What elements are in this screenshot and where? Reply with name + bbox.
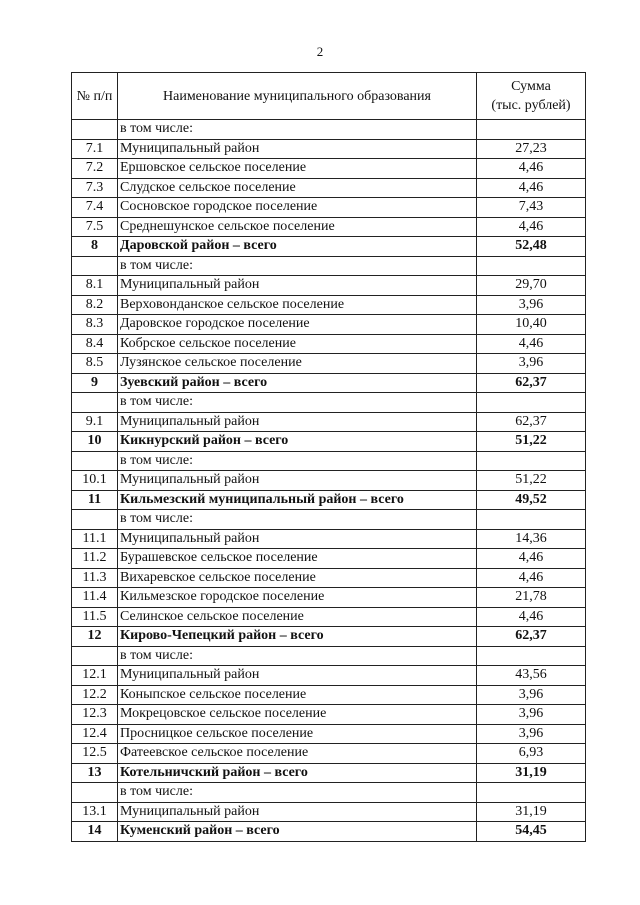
row-name: Ершовское сельское поселение — [118, 159, 477, 179]
row-name: Муниципальный район — [118, 471, 477, 491]
row-name: в том числе: — [118, 256, 477, 276]
row-number: 11.4 — [72, 588, 118, 608]
row-sum: 31,19 — [477, 802, 586, 822]
row-number: 12.1 — [72, 666, 118, 686]
table-header-row — [72, 73, 586, 120]
table-row — [72, 802, 586, 822]
table-row — [72, 139, 586, 159]
header-name: Наименование муниципального образования — [118, 73, 477, 120]
row-number — [72, 451, 118, 471]
row-number: 8.4 — [72, 334, 118, 354]
row-number: 7.2 — [72, 159, 118, 179]
header-sum-unit: (тыс. рублей) — [491, 98, 571, 113]
table-row — [72, 120, 586, 140]
row-number: 8.5 — [72, 354, 118, 374]
header-sum — [477, 73, 586, 120]
table-row — [72, 354, 586, 374]
row-number: 8.2 — [72, 295, 118, 315]
page-number: 2 — [316, 44, 324, 59]
row-name: Кирово-Чепецкий район – всего — [118, 627, 477, 647]
table-row-total — [72, 237, 586, 257]
row-name: Даровской район – всего — [118, 237, 477, 257]
table-row — [72, 666, 586, 686]
row-name: Муниципальный район — [118, 529, 477, 549]
row-name: Куменский район – всего — [118, 822, 477, 842]
row-name: Муниципальный район — [118, 276, 477, 296]
row-sum — [477, 256, 586, 276]
row-name: Сосновское городское поселение — [118, 198, 477, 218]
row-number: 9.1 — [72, 412, 118, 432]
row-sum — [477, 120, 586, 140]
row-sum: 4,46 — [477, 217, 586, 237]
table-row — [72, 588, 586, 608]
row-sum: 27,23 — [477, 139, 586, 159]
row-number: 11.1 — [72, 529, 118, 549]
row-name: Верховонданское сельское поселение — [118, 295, 477, 315]
table-row — [72, 159, 586, 179]
row-number: 11.3 — [72, 568, 118, 588]
row-number: 8.3 — [72, 315, 118, 335]
row-number: 12 — [72, 627, 118, 647]
table-row — [72, 529, 586, 549]
row-number: 10.1 — [72, 471, 118, 491]
row-sum: 43,56 — [477, 666, 586, 686]
row-name: в том числе: — [118, 120, 477, 140]
row-sum: 52,48 — [477, 237, 586, 257]
row-number: 11 — [72, 490, 118, 510]
table-row — [72, 217, 586, 237]
table-row — [72, 568, 586, 588]
row-sum — [477, 646, 586, 666]
row-number: 13.1 — [72, 802, 118, 822]
row-number: 12.5 — [72, 744, 118, 764]
row-sum: 3,96 — [477, 705, 586, 725]
table-row — [72, 256, 586, 276]
row-name: в том числе: — [118, 451, 477, 471]
row-name: Муниципальный район — [118, 412, 477, 432]
table-row — [72, 744, 586, 764]
table-row — [72, 724, 586, 744]
table-body — [72, 120, 586, 842]
row-sum: 7,43 — [477, 198, 586, 218]
table-row — [72, 276, 586, 296]
row-number: 7.1 — [72, 139, 118, 159]
row-number — [72, 393, 118, 413]
row-number: 8.1 — [72, 276, 118, 296]
allocation-table — [71, 72, 586, 842]
table-row — [72, 451, 586, 471]
row-sum: 31,19 — [477, 763, 586, 783]
table-row — [72, 178, 586, 198]
row-number: 11.2 — [72, 549, 118, 569]
row-name: Лузянское сельское поселение — [118, 354, 477, 374]
row-name: в том числе: — [118, 783, 477, 803]
row-number — [72, 120, 118, 140]
row-sum: 4,46 — [477, 178, 586, 198]
row-name: Кильмезское городское поселение — [118, 588, 477, 608]
row-sum — [477, 510, 586, 530]
row-number — [72, 256, 118, 276]
row-number — [72, 783, 118, 803]
table-row-total — [72, 627, 586, 647]
table-row — [72, 510, 586, 530]
table-row — [72, 549, 586, 569]
row-name: Муниципальный район — [118, 139, 477, 159]
row-name: Муниципальный район — [118, 802, 477, 822]
row-number: 7.4 — [72, 198, 118, 218]
table-row-total — [72, 822, 586, 842]
row-name: Зуевский район – всего — [118, 373, 477, 393]
row-name: Слудское сельское поселение — [118, 178, 477, 198]
table-row-total — [72, 490, 586, 510]
row-sum: 21,78 — [477, 588, 586, 608]
row-sum: 4,46 — [477, 549, 586, 569]
row-sum: 4,46 — [477, 607, 586, 627]
row-sum: 29,70 — [477, 276, 586, 296]
row-number: 14 — [72, 822, 118, 842]
row-name: Вихаревское сельское поселение — [118, 568, 477, 588]
row-sum — [477, 393, 586, 413]
table-row — [72, 646, 586, 666]
row-name: Кильмезский муниципальный район – всего — [118, 490, 477, 510]
row-number: 7.5 — [72, 217, 118, 237]
row-name: Селинское сельское поселение — [118, 607, 477, 627]
row-sum: 3,96 — [477, 354, 586, 374]
row-sum: 51,22 — [477, 432, 586, 452]
row-name: Просницкое сельское поселение — [118, 724, 477, 744]
row-name: Фатеевское сельское поселение — [118, 744, 477, 764]
table-row-total — [72, 432, 586, 452]
row-sum: 49,52 — [477, 490, 586, 510]
row-name: Кобрское сельское поселение — [118, 334, 477, 354]
row-sum: 54,45 — [477, 822, 586, 842]
table-row — [72, 295, 586, 315]
table-row — [72, 412, 586, 432]
row-name: Коныпское сельское поселение — [118, 685, 477, 705]
table-row-total — [72, 373, 586, 393]
table-row — [72, 685, 586, 705]
row-number: 12.4 — [72, 724, 118, 744]
table-row — [72, 198, 586, 218]
row-sum: 4,46 — [477, 568, 586, 588]
row-sum: 6,93 — [477, 744, 586, 764]
row-sum: 62,37 — [477, 373, 586, 393]
row-number: 12.2 — [72, 685, 118, 705]
row-name: в том числе: — [118, 646, 477, 666]
row-sum: 51,22 — [477, 471, 586, 491]
table-row-total — [72, 763, 586, 783]
row-name: в том числе: — [118, 510, 477, 530]
row-number — [72, 646, 118, 666]
row-sum: 62,37 — [477, 627, 586, 647]
row-sum: 3,96 — [477, 295, 586, 315]
table-row — [72, 705, 586, 725]
row-number: 13 — [72, 763, 118, 783]
row-sum: 14,36 — [477, 529, 586, 549]
row-sum: 3,96 — [477, 724, 586, 744]
header-sum-title: Сумма — [511, 79, 551, 94]
row-number — [72, 510, 118, 530]
row-number: 7.3 — [72, 178, 118, 198]
row-name: Бурашевское сельское поселение — [118, 549, 477, 569]
row-number: 12.3 — [72, 705, 118, 725]
table-row — [72, 315, 586, 335]
row-sum — [477, 451, 586, 471]
row-name: Муниципальный район — [118, 666, 477, 686]
table-row — [72, 334, 586, 354]
row-number: 9 — [72, 373, 118, 393]
row-name: Кикнурский район – всего — [118, 432, 477, 452]
row-name: Среднешунское сельское поселение — [118, 217, 477, 237]
row-name: Даровское городское поселение — [118, 315, 477, 335]
table-row — [72, 471, 586, 491]
table-row — [72, 393, 586, 413]
table-row — [72, 783, 586, 803]
row-name: Котельничский район – всего — [118, 763, 477, 783]
row-sum: 10,40 — [477, 315, 586, 335]
row-sum: 4,46 — [477, 159, 586, 179]
row-name: Мокрецовское сельское поселение — [118, 705, 477, 725]
row-sum: 3,96 — [477, 685, 586, 705]
header-number: № п/п — [72, 73, 118, 120]
row-sum — [477, 783, 586, 803]
row-sum: 4,46 — [477, 334, 586, 354]
row-name: в том числе: — [118, 393, 477, 413]
table-row — [72, 607, 586, 627]
row-sum: 62,37 — [477, 412, 586, 432]
row-number: 8 — [72, 237, 118, 257]
row-number: 11.5 — [72, 607, 118, 627]
row-number: 10 — [72, 432, 118, 452]
